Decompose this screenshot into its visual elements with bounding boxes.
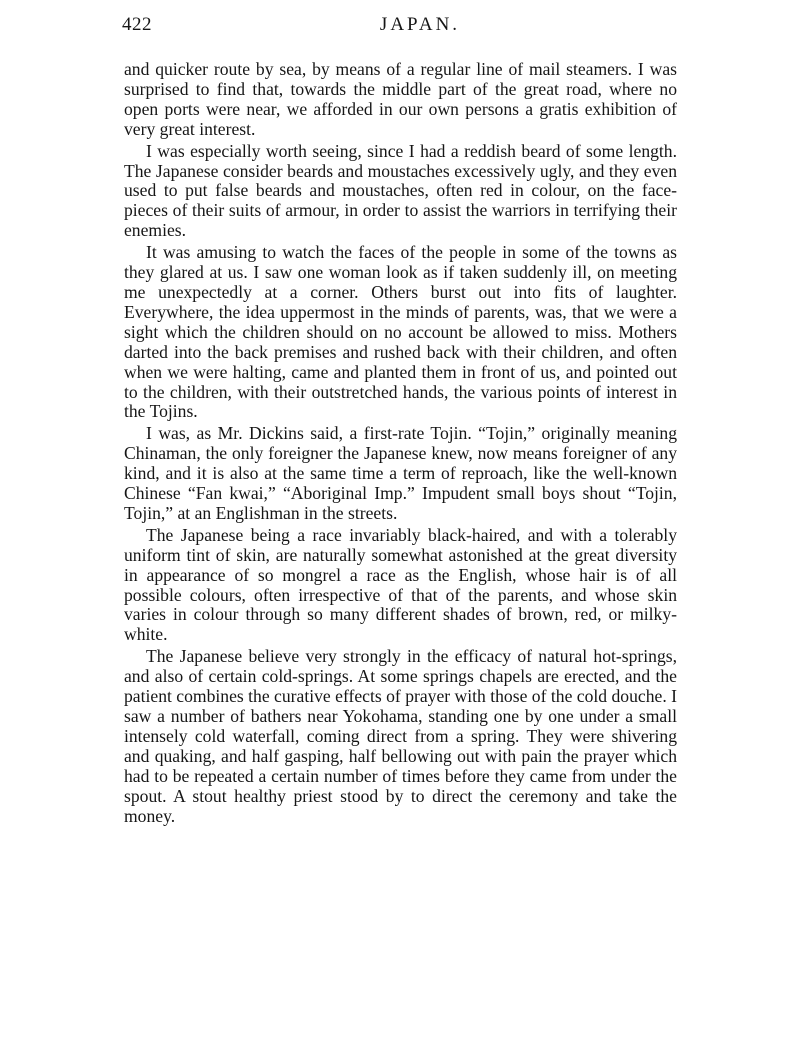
paragraph-route-by-sea: and quicker route by sea, by means of a regular line of mail steamers. I was surprised to find that, towards the middle part of the great road, where no open ports were near, we afforded in our own persons a gratis exhibition of very great interest.	[124, 59, 677, 139]
paragraph-black-haired-race: The Japanese being a race invariably black-haired, and with a tolerably uniform tint of skin, are naturally somewhat astonished at the great diversity in appearance of so mongrel a race as the English, whose hair is of all possible colours, often irrespective of that of the parents, and whose skin varies in colour through so many different shades of brown, red, or milky-white.	[124, 524, 677, 645]
paragraph-hot-springs: The Japanese believe very strongly in the efficacy of natural hot-springs, and also of certain cold-springs. At some springs chapels are erected, and the patient combines the curative effects of prayer with those of the cold douche. I saw a number of bathers near Yokohama, standing one by one under a small intensely cold waterfall, coming direct from a spring. They were shivering and quaking, and half gasping, half bellowing out with pain the prayer which had to be repeated a certain number of times before they came from under the spout. A stout healthy priest stood by to direct the ceremony and take the money.	[124, 646, 677, 826]
paragraph-reddish-beard: I was especially worth seeing, since I had a reddish beard of some length. The Japanese consider beards and moustaches excessively ugly, and they even used to put false beards and moustaches, often red in colour, on the face-pieces of their suits of armour, in order to assist the warriors in terrifying their enemies.	[124, 140, 677, 241]
body-text	[124, 60, 677, 828]
paragraph-first-rate-tojin: I was, as Mr. Dickins said, a first-rate Tojin. “Tojin,” originally meaning Chinaman, the only foreigner the Japanese knew, now means foreigner of any kind, and it is also at the same time a term of reproach, like the well-known Chinese “Fan kwai,” “Aboriginal Imp.” Impudent small boys shout “Tojin, Tojin,” at an Englishman in the streets.	[124, 423, 677, 523]
paragraph-faces-of-people: It was amusing to watch the faces of the people in some of the towns as they glared at us. I saw one woman look as if taken suddenly ill, on meeting me unexpectedly at a corner. Others burst out into fits of laughter. Everywhere, the idea uppermost in the minds of parents, was, that we were a sight which the children should on no account be allowed to miss. Mothers darted into the back premises and rushed back with their children, and often when we were halting, came and planted them in front of us, and pointed out to the children, with their outstretched hands, the various points of interest in the Tojins.	[124, 242, 677, 422]
page-number: 422	[122, 14, 152, 35]
running-head	[122, 14, 678, 44]
running-title: JAPAN.	[379, 14, 461, 35]
